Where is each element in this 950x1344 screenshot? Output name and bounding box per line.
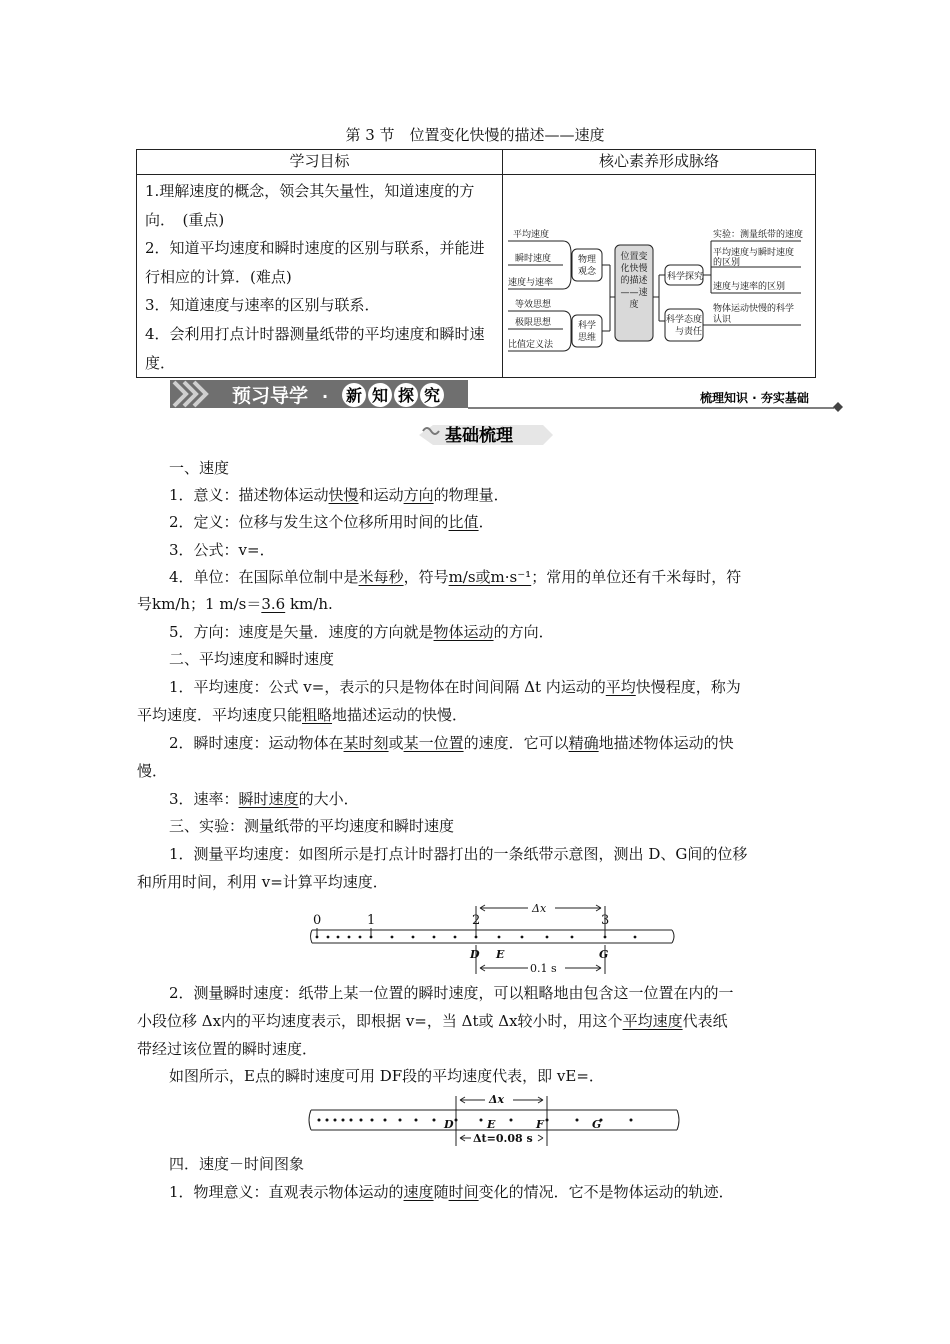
- tape2-delta-x: Δx: [489, 1093, 505, 1106]
- para-3-2-cont: 小段位移 Δx内的平均速度表示，即根据 v=，当 Δt或 Δx较小时，用这个平均速度代表纸: [137, 1012, 728, 1030]
- para-1-4-cont: 号km/h；1 m/s＝3.6 km/h.: [137, 595, 333, 613]
- para-1-1: 1．意义：描述物体运动快慢和运动方向的物理量．: [169, 486, 509, 504]
- banner-dot: ·: [322, 387, 329, 406]
- mm-right1-item2a: 平均速度与瞬时速度: [713, 248, 795, 258]
- page-title: 第 3 节 位置变化快慢的描述——速度: [345, 126, 605, 144]
- tape2-point-g: G: [592, 1118, 602, 1131]
- banner-left-text: 预习导学: [232, 385, 309, 407]
- learning-goals: [137, 175, 502, 377]
- mind-map: [503, 175, 815, 371]
- mm-right1-item1: 实验：测量纸带的速度: [713, 230, 804, 240]
- tape1-point-g: G: [599, 948, 609, 961]
- para-1-4: 4．单位：在国际单位制中是米每秒，符号m/s或m·s⁻¹；常用的单位还有千米每时，符: [169, 568, 742, 586]
- section-banner: [170, 378, 850, 412]
- svg-text:思维: 思维: [577, 333, 597, 343]
- tape2-time: Δt=0.08 s: [473, 1132, 533, 1145]
- svg-text:——速: ——速: [620, 288, 648, 298]
- mm-left2-item1: 等效思想: [515, 300, 552, 310]
- para-1-3: 3．公式：v=．: [169, 541, 275, 559]
- para-3-3: 如图所示，E点的瞬时速度可用 DF段的平均速度代表，即 vE=．: [169, 1067, 604, 1085]
- mm-physics-concept: 物理: [577, 255, 597, 265]
- mm-left1-item1: 平均速度: [513, 230, 550, 240]
- banner-right-text: 梳理知识 · 夯实基础: [700, 391, 809, 405]
- tape1-point-d: D: [470, 948, 480, 961]
- mm-right1-item2b: 的区别: [713, 258, 741, 268]
- diamond-icon: [833, 402, 843, 412]
- section-heading-1: 一、速度: [169, 459, 230, 477]
- objectives-table: [136, 149, 816, 378]
- tape1-tick-1: 1: [367, 913, 376, 928]
- para-2-1: 1．平均速度：公式 v=，表示的只是物体在时间间隔 Δt 内运动的平均快慢程度，称为: [169, 678, 741, 696]
- subheading-badge: [415, 421, 555, 449]
- svg-text:的描述: 的描述: [620, 276, 648, 286]
- col2-header: 核心素养形成脉络: [503, 150, 816, 175]
- svg-text:观念: 观念: [577, 267, 597, 277]
- svg-text:化快慢: 化快慢: [620, 264, 648, 274]
- section-heading-3: 三、实验：测量纸带的平均速度和瞬时速度: [169, 817, 455, 835]
- paper-tape-1: [300, 900, 680, 978]
- section-heading-2: 二、平均速度和瞬时速度: [169, 650, 335, 668]
- goal-2: 2．知道平均速度和瞬时速度的区别与联系，并能进行相应的计算．(难点): [145, 239, 485, 286]
- mm-left1-item3: 速度与速率: [508, 278, 554, 288]
- banner-char-2: 知: [371, 386, 389, 405]
- section-heading-4: 四．速度－时间图象: [169, 1155, 305, 1173]
- goal-3: 3．知道速度与速率的区别与联系．: [145, 296, 380, 315]
- svg-text:度: 度: [629, 300, 639, 310]
- para-2-3: 3．速率：瞬时速度的大小．: [169, 790, 359, 808]
- mm-left2-item3: 比值定义法: [508, 340, 554, 350]
- tape1-time: 0.1 s: [530, 962, 557, 975]
- tape2-point-f: F: [536, 1118, 544, 1131]
- mm-right1-item3: 速度与速率的区别: [713, 282, 786, 292]
- col1-header: 学习目标: [137, 150, 503, 175]
- banner-char-1: 新: [345, 386, 363, 405]
- mm-left2-item2: 极限思想: [515, 318, 552, 328]
- tape1-delta-x: Δx: [532, 902, 547, 915]
- mm-scientific-thinking: 科学: [577, 321, 597, 331]
- banner-char-4: 究: [423, 386, 441, 405]
- mm-left1-item2: 瞬时速度: [515, 254, 552, 264]
- tape1-tick-0: 0: [313, 913, 322, 928]
- para-1-5: 5．方向：速度是矢量．速度的方向就是物体运动的方向．: [169, 623, 554, 641]
- subheading-text: 基础梳理: [445, 426, 513, 446]
- para-4-1: 1．物理意义：直观表示物体运动的速度随时间变化的情况．它不是物体运动的轨迹．: [169, 1183, 734, 1201]
- tape1-tick-3: 3: [601, 913, 610, 928]
- para-3-2-end: 带经过该位置的瞬时速度．: [137, 1040, 318, 1058]
- para-2-1-cont: 平均速度．平均速度只能粗略地描述运动的快慢．: [137, 706, 468, 724]
- tape1-point-e: E: [496, 948, 505, 961]
- mm-right2-item1b: 认识: [713, 315, 732, 325]
- goal-4: 4．会利用打点计时器测量纸带的平均速度和瞬时速度．: [145, 324, 485, 372]
- mm-attitude: 科学态度: [666, 315, 703, 325]
- mm-scientific-inquiry: 科学探究: [667, 272, 704, 282]
- para-1-2: 2．定义：位移与发生这个位移所用时间的比值．: [169, 513, 494, 531]
- tape2-point-e: E: [487, 1118, 496, 1131]
- para-3-1: 1．测量平均速度：如图所示是打点计时器打出的一条纸带示意图，测出 D、G间的位移: [169, 845, 748, 863]
- tape1-tick-2: 2: [472, 913, 481, 928]
- mm-center: 位置变: [620, 252, 648, 262]
- svg-text:与责任: 与责任: [675, 327, 703, 337]
- mm-right2-item1a: 物体运动快慢的科学: [713, 304, 795, 314]
- para-2-2-cont: 慢．: [137, 762, 168, 780]
- para-3-2: 2．测量瞬时速度：纸带上某一位置的瞬时速度，可以粗略地由包含这一位置在内的一: [169, 984, 734, 1002]
- para-2-2: 2．瞬时速度：运动物体在某时刻或某一位置的速度．它可以精确地描述物体运动的快: [169, 734, 734, 752]
- banner-char-3: 探: [397, 386, 415, 405]
- paper-tape-2: [305, 1088, 685, 1150]
- goal-1: 1.理解速度的概念，领会其矢量性，知道速度的方向． (重点): [145, 182, 475, 229]
- para-3-1-cont: 和所用时间，利用 v=计算平均速度．: [137, 873, 388, 891]
- tape2-point-d: D: [444, 1118, 454, 1131]
